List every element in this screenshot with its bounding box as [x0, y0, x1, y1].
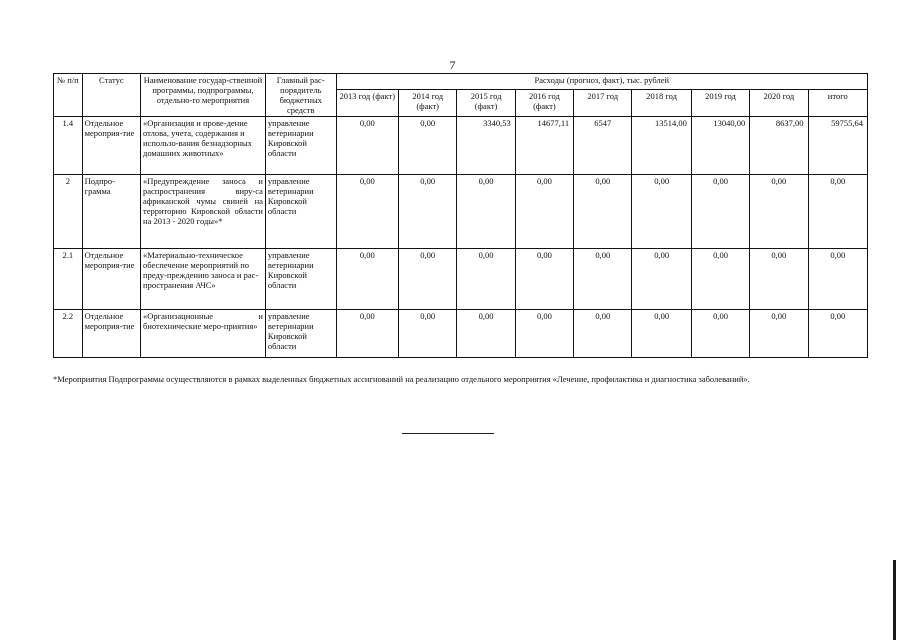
total-cell: 0,00: [808, 310, 867, 358]
value-cell: 0,00: [457, 310, 515, 358]
value-cell: 13040,00: [691, 117, 749, 175]
row-status: Подпро-грамма: [82, 175, 140, 249]
header-name: Наименование государ-ственной программы, подпрограммы, отдельно-го мероприятия: [141, 74, 266, 117]
value-cell: 0,00: [750, 310, 808, 358]
header-year: 2017 год: [574, 89, 632, 116]
value-cell: 0,00: [399, 117, 457, 175]
value-cell: 0,00: [632, 249, 691, 310]
row-executor: управление ветеринарии Кировской области: [265, 117, 336, 175]
row-number: 2: [54, 175, 83, 249]
footnote: *Мероприятия Подпрограммы осуществляются в рамках выделенных бюджетных ассигнований на реализацию отдельного мероприятия «Лечение, профилактика и диагностика заболеваний».: [53, 374, 750, 384]
value-cell: 0,00: [574, 175, 632, 249]
header-status: Статус: [82, 74, 140, 117]
row-name: «Материально-техническое обеспечение мероприятий по преду-преждению заноса и рас-пространения АЧС»: [141, 249, 266, 310]
table-row: [54, 175, 868, 249]
header-year: 2013 год (факт): [336, 89, 398, 116]
page-number: 7: [449, 58, 456, 72]
value-cell: 0,00: [632, 310, 691, 358]
value-cell: 0,00: [750, 249, 808, 310]
expenses-table: [53, 73, 868, 358]
value-cell: 0,00: [515, 175, 573, 249]
value-cell: 13514,00: [632, 117, 691, 175]
header-year: 2014 год (факт): [399, 89, 457, 116]
value-cell: 0,00: [574, 310, 632, 358]
value-cell: 0,00: [691, 175, 749, 249]
header-num: № п/п: [54, 74, 83, 117]
row-name: «Предупреждение заноса и распространения виру-са африканской чумы свиней на территорию Кировской области на 2013 - 2020 годы»*: [141, 175, 266, 249]
table-row: [54, 310, 868, 358]
row-status: Отдельное мероприя-тие: [82, 249, 140, 310]
value-cell: 0,00: [336, 310, 398, 358]
value-cell: 6547: [574, 117, 632, 175]
row-name: «Организация и прове-дение отлова, учета, содержания и использо-вания безнадзорных домашних животных»: [141, 117, 266, 175]
value-cell: 3340,53: [457, 117, 515, 175]
header-expenses-group: Расходы (прогноз, факт), тыс. рублей: [336, 74, 867, 90]
header-year: 2016 год (факт): [515, 89, 573, 116]
header-year: 2018 год: [632, 89, 691, 116]
value-cell: 0,00: [457, 249, 515, 310]
row-executor: управление ветеринарии Кировской области: [265, 175, 336, 249]
table-row: [54, 249, 868, 310]
row-status: Отдельное мероприя-тие: [82, 117, 140, 175]
value-cell: 0,00: [515, 310, 573, 358]
value-cell: 0,00: [750, 175, 808, 249]
total-cell: 59755,64: [808, 117, 867, 175]
table-row: [54, 117, 868, 175]
header-year: 2015 год (факт): [457, 89, 515, 116]
value-cell: 0,00: [336, 249, 398, 310]
total-cell: 0,00: [808, 175, 867, 249]
value-cell: 0,00: [457, 175, 515, 249]
value-cell: 0,00: [632, 175, 691, 249]
header-row-top: [54, 74, 868, 90]
separator-line: [402, 433, 494, 434]
row-number: 2.2: [54, 310, 83, 358]
value-cell: 8637,00: [750, 117, 808, 175]
value-cell: 14677,11: [515, 117, 573, 175]
value-cell: 0,00: [399, 310, 457, 358]
header-year: 2019 год: [691, 89, 749, 116]
row-executor: управление ветеринарии Кировской области: [265, 310, 336, 358]
scan-edge-mark: [893, 560, 896, 640]
value-cell: 0,00: [399, 249, 457, 310]
value-cell: 0,00: [574, 249, 632, 310]
value-cell: 0,00: [336, 175, 398, 249]
row-status: Отдельное мероприя-тие: [82, 310, 140, 358]
total-cell: 0,00: [808, 249, 867, 310]
header-year: 2020 год: [750, 89, 808, 116]
value-cell: 0,00: [399, 175, 457, 249]
row-number: 2.1: [54, 249, 83, 310]
row-executor: управление ветеринарии Кировской области: [265, 249, 336, 310]
header-executor: Главный рас-порядитель бюджетных средств: [265, 74, 336, 117]
value-cell: 0,00: [691, 310, 749, 358]
row-number: 1.4: [54, 117, 83, 175]
value-cell: 0,00: [691, 249, 749, 310]
row-name: «Организационные и биотехнические меро-приятия»: [141, 310, 266, 358]
value-cell: 0,00: [515, 249, 573, 310]
value-cell: 0,00: [336, 117, 398, 175]
header-total: итого: [808, 89, 867, 116]
